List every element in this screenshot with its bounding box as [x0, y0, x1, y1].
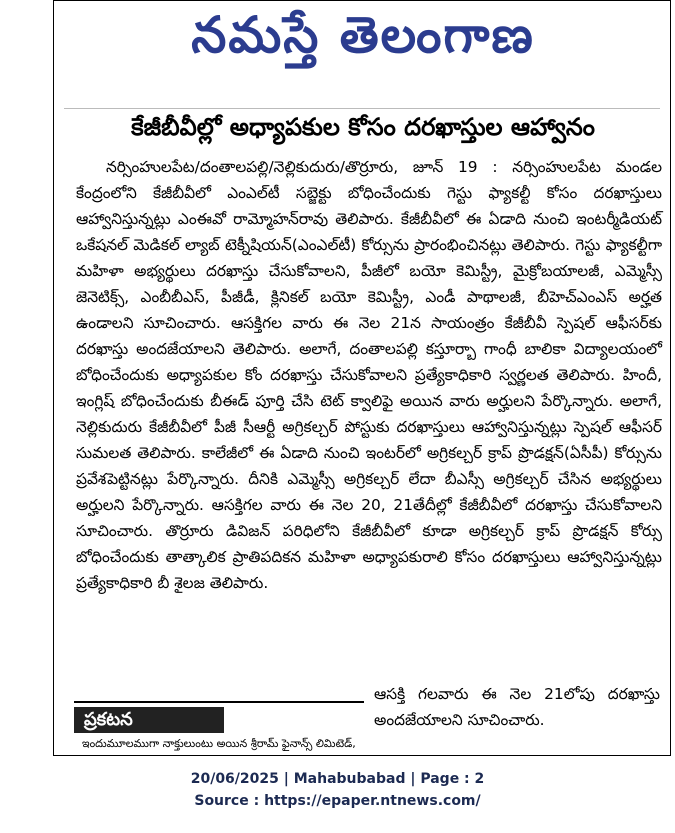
- divider: [64, 108, 660, 109]
- article-body: [76, 154, 662, 596]
- newspaper-clipping: [53, 0, 671, 756]
- article-tail: ఆసక్తి గలవారు ఈ నెల 21లోపు దరఖాస్తు అందజేయాలని సూచించారు.: [374, 685, 660, 729]
- advertisement-title: ప్రకటన: [74, 707, 224, 733]
- advertisement-text: ఇందుమూలముగా నాక్తులుంటు అయిన శ్రీరామ్ ఫైనాన్స్ లిమిటెడ్,: [82, 737, 356, 750]
- article-paragraph: నర్సింహులపేట/దంతాలపల్లి/నెల్లికుదురు/తొర్రూరు, జూన్ 19 : నర్సింహులపేట మండల కేంద్రంలోని కేజీబీవీలో ఎంఎల్‌టీ సబ్జెక్టు బోధించేందుకు గెస్టు ఫ్యాకల్టీ కోసం దరఖాస్తులు ఆహ్వానిస్తున్నట్లు ఎంఈవో రామ్మోహన్‌రావు తెలిపారు. కేజీబీవీలో ఈ ఏడాది నుంచి ఇంటర్మీడియట్ ఒకేషనల్ మెడికల్ ల్యాబ్ టెక్నీషియన్(ఎంఎల్‌టీ) కోర్సును ప్రారంభించినట్లు తెలిపారు. గెస్టు ఫ్యాకల్టీగా మహిళా అభ్యర్థులు దరఖాస్తు చేసుకోవాలని, పీజీలో బయో కెమిస్ట్రీ, మైక్రోబయాలజీ, ఎమ్మెస్సీ జెనెటిక్స్, ఎంబీబీఎస్, పీజీడీ, క్లినికల్ బయో కెమిస్ట్రీ, ఎండీ పాథాలజీ, బీహెచ్‌ఎంఎస్ అర్హత ఉండాలని సూచించారు. ఆసక్తిగల వారు ఈ నెల 21న సాయంత్రం కేజీబీవీ స్పెషల్ ఆఫీసర్‌కు దరఖాస్తు అందజేయాలని తెలిపారు. అలాగే, దంతాలపల్లి కస్తూర్బా గాంధీ బాలికా విద్యాలయంలో బోధించేందుకు అధ్యాపకుల కోం దరఖాస్తు చేసుకోవాలని ప్రత్యేకాధికారి స్వర్ణలత తెలిపారు. హిందీ, ఇంగ్లిష్ బోధించేందుకు బీఈడ్ పూర్తి చేసి టెట్ క్వాలిఫై అయిన వారు అర్హులని పేర్కొన్నారు. అలాగే, నెల్లికుదురు కేజీబీవీలో పీజీ సీఆర్టీ అగ్రికల్చర్ పోస్టుకు దరఖాస్తులు ఆహ్వానిస్తున్నట్లు స్పెషల్ ఆఫీసర్ సుమలత తెలిపారు. కాలేజీలో ఈ ఏడాది నుంచి ఇంటర్‌లో అగ్రికల్చర్ క్రాప్ ప్రొడక్షన్(ఏసీపీ) కోర్సును ప్రవేశపెట్టినట్లు పేర్కొన్నారు. దీనికి ఎమ్మెస్సీ అగ్రికల్చర్ లేదా బీఎస్సీ అగ్రికల్చర్ చేసిన అభ్యర్థులు అర్హులని పేర్కొన్నారు. ఆసక్తిగల వారు ఈ నెల 20, 21తేదీల్లో కేజీబీవీలో దరఖాస్తు చేసుకోవాలని సూచించారు. తొర్రూరు డివిజన్ పరిధిలోని కేజీబీవీలో కూడా అగ్రికల్చర్ క్రాప్ ప్రొడక్షన్ కోర్సు బోధించేందుకు తాత్కాలిక ప్రాతిపదికన మహిళా అధ్యాపకురాలి కోసం దరఖాస్తులు ఆహ్వానిస్తున్నట్లు ప్రత్యేకాధికారి బీ శైలజ తెలిపారు.: [76, 158, 662, 592]
- source-link[interactable]: Source : https://epaper.ntnews.com/: [194, 793, 481, 809]
- article-headline: కేజీబీవీల్లో అధ్యాపకుల కోసం దరఖాస్తుల ఆహ్వానం: [131, 113, 595, 141]
- edition-info: 20/06/2025 | Mahabubabad | Page : 2: [190, 771, 485, 787]
- advertisement: [74, 701, 364, 756]
- source-footer: [0, 768, 675, 812]
- newspaper-masthead: నమస్తే తెలంగాణ: [191, 5, 535, 64]
